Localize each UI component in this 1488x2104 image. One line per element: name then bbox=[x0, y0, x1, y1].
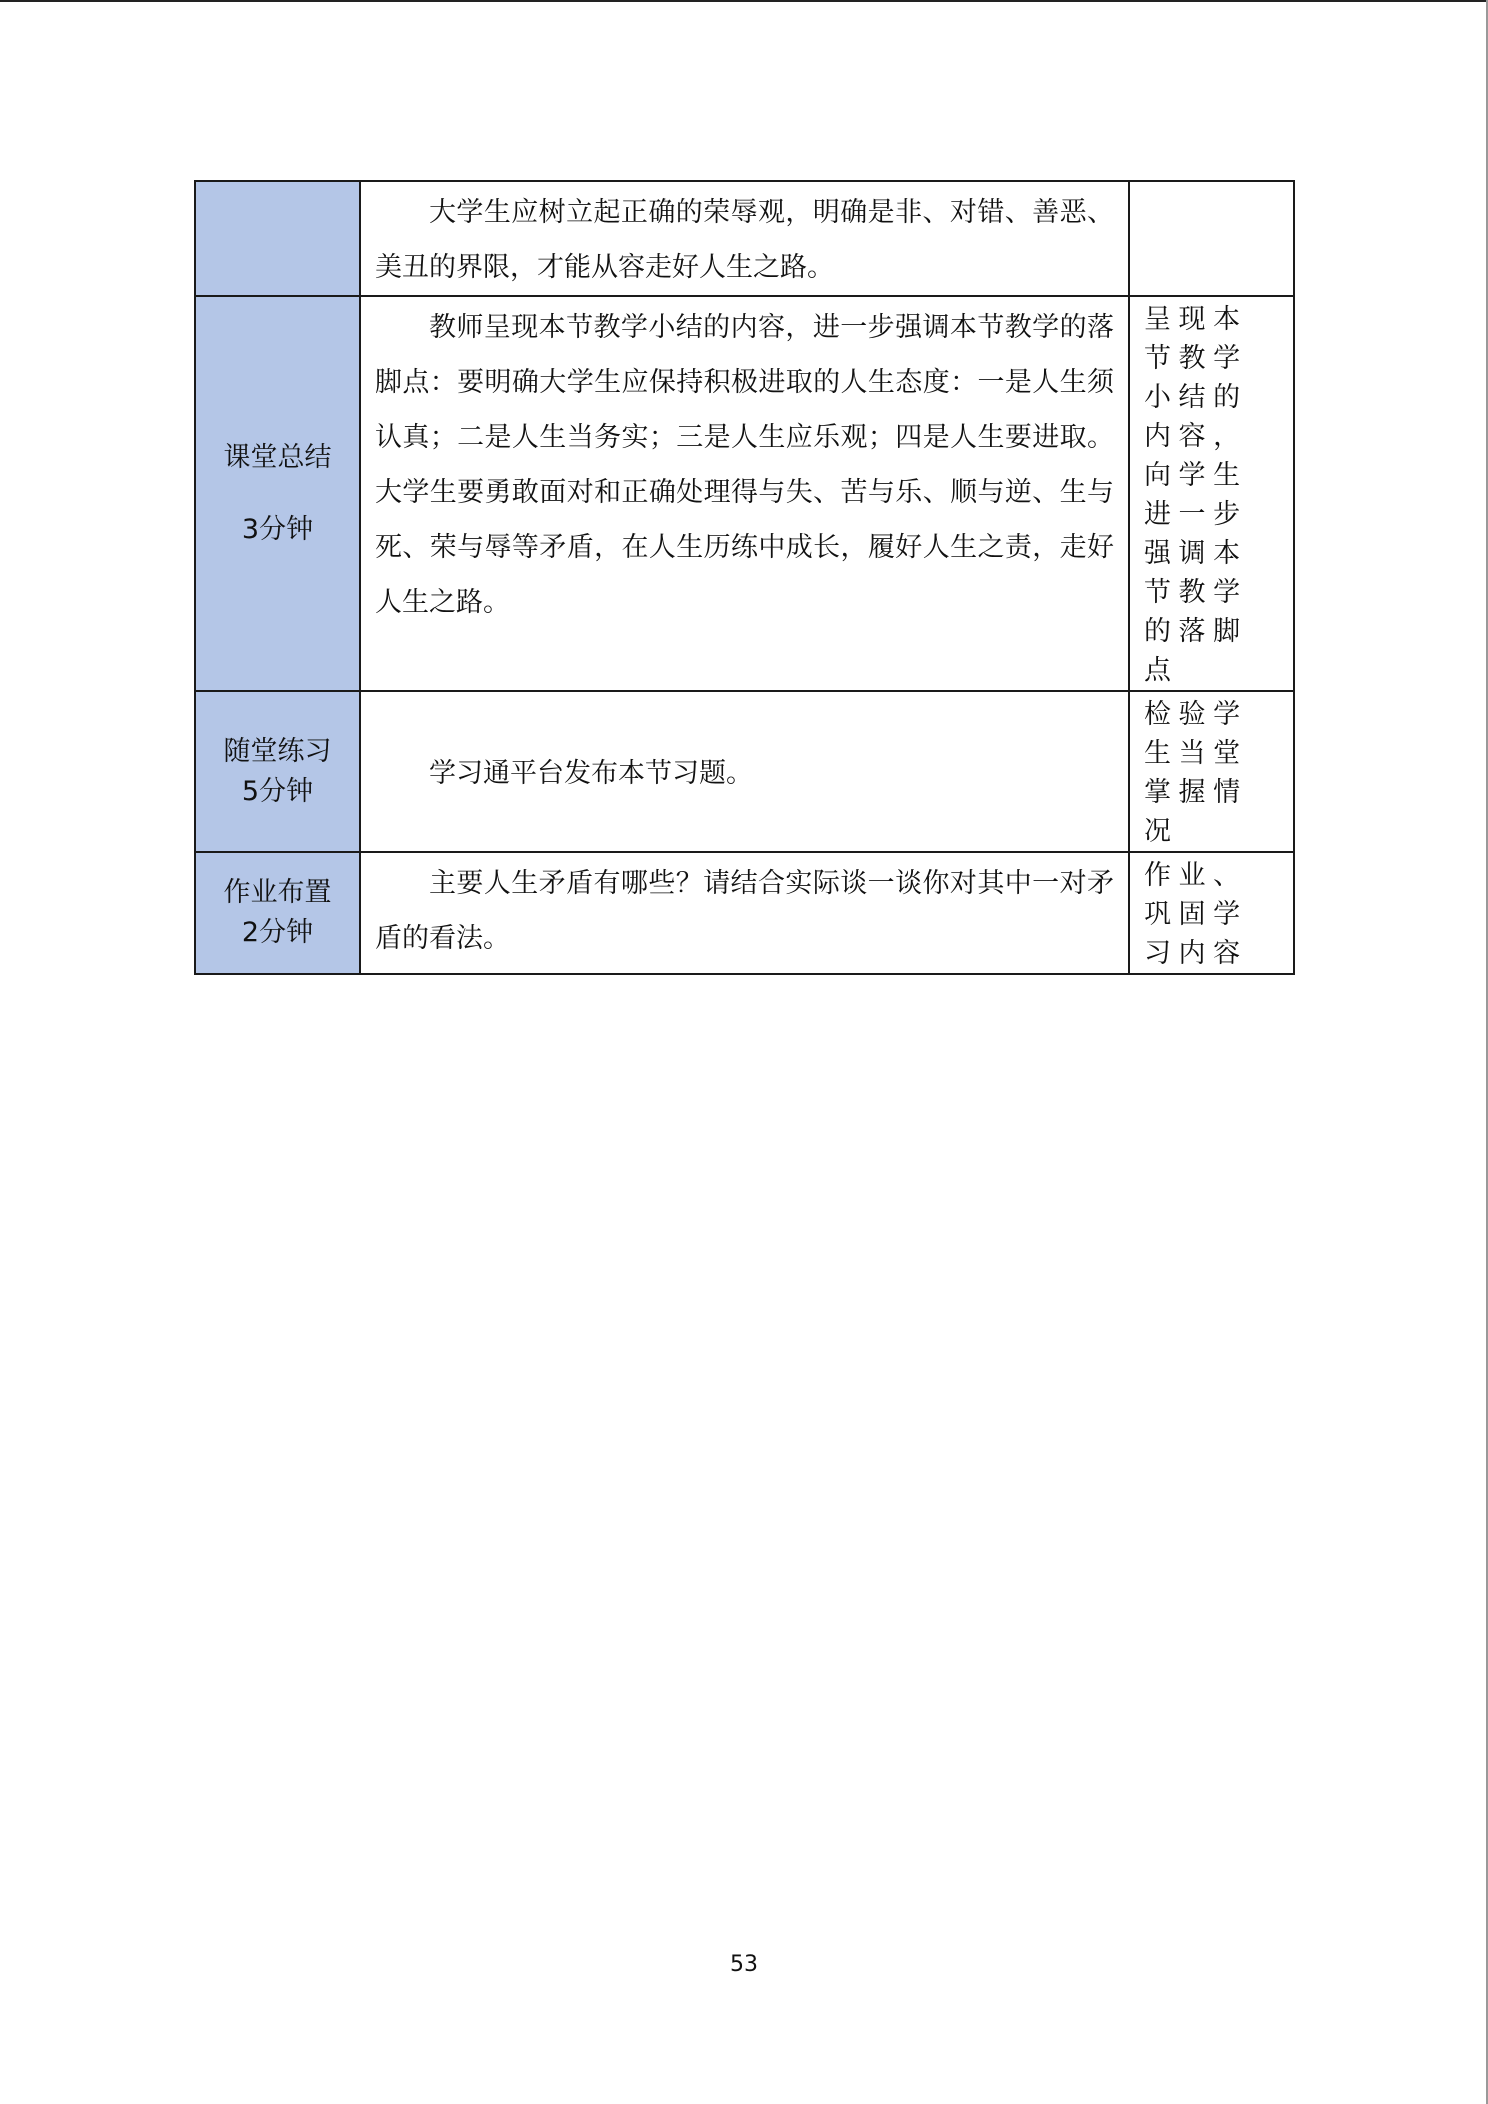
content-cell bbox=[360, 296, 1129, 691]
phase-duration: 5分钟 bbox=[241, 775, 314, 807]
content-text: 大学生应树立起正确的荣辱观，明确是非、对错、善恶、美丑的界限，才能从容走好人生之路。 bbox=[375, 197, 1114, 283]
phase-label: 课堂总结 bbox=[223, 441, 332, 473]
note-cell: 检验学生当堂掌握情况 bbox=[1129, 691, 1294, 852]
phase-label: 随堂练习 bbox=[223, 735, 332, 767]
top-border-line bbox=[0, 0, 1488, 2]
page-number: 53 bbox=[730, 1952, 758, 1977]
phase-spacer bbox=[196, 478, 359, 510]
table-row bbox=[195, 181, 1294, 296]
content-text: 主要人生矛盾有哪些？请结合实际谈一谈你对其中一对矛盾的看法。 bbox=[375, 868, 1114, 954]
phase-duration: 3分钟 bbox=[241, 513, 314, 545]
phase-cell bbox=[195, 691, 360, 852]
table-row bbox=[195, 852, 1294, 974]
note-cell: 呈现本节教学小结的内容，向学生进一步强调本节教学的落脚点 bbox=[1129, 296, 1294, 691]
phase-cell bbox=[195, 296, 360, 691]
note-cell bbox=[1129, 181, 1294, 296]
content-cell bbox=[360, 691, 1129, 852]
lesson-plan-table bbox=[194, 180, 1295, 975]
phase-cell bbox=[195, 852, 360, 974]
content-cell bbox=[360, 852, 1129, 974]
note-cell: 作业、巩固学习内容 bbox=[1129, 852, 1294, 974]
phase-label: 作业布置 bbox=[223, 877, 332, 908]
table-row bbox=[195, 296, 1294, 691]
content-cell bbox=[360, 181, 1129, 296]
table-row bbox=[195, 691, 1294, 852]
phase-duration: 2分钟 bbox=[241, 917, 314, 948]
content-text: 学习通平台发布本节习题。 bbox=[429, 757, 753, 789]
content-text: 教师呈现本节教学小结的内容，进一步强调本节教学的落脚点：要明确大学生应保持积极进取的人生态度：一是人生须认真；二是人生当务实；三是人生应乐观；四是人生要进取。大学生要勇敢面对和正确处理得与失、苦与乐、顺与逆、生与死、荣与辱等矛盾，在人生历练中成长，履好人生之责，走好人生之路。 bbox=[375, 312, 1114, 618]
phase-cell bbox=[195, 181, 360, 296]
